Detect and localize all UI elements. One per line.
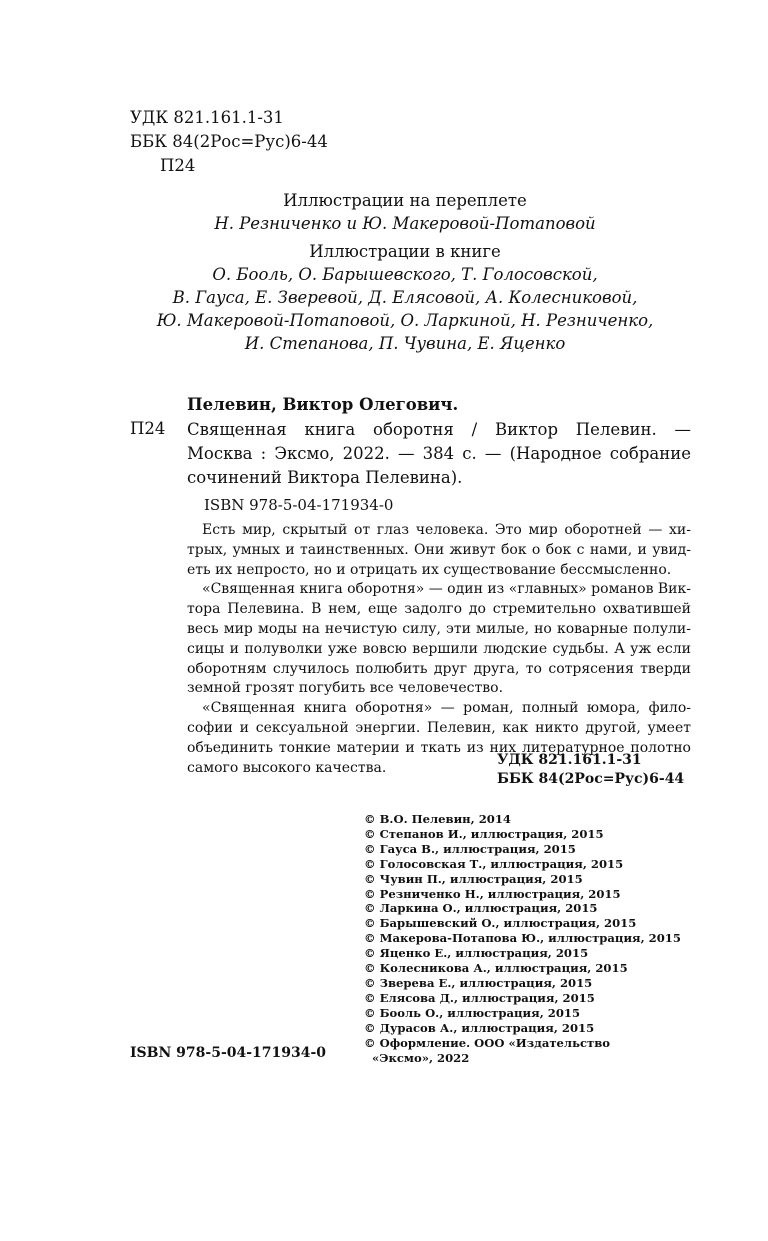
copyright-line: © Бооль О., иллюстрация, 2015 xyxy=(364,1005,581,1020)
annotation-line: «Священная книга оборотня» — один из «главных» романов Вик- xyxy=(202,581,691,598)
catalog-author-mark: П24 xyxy=(130,419,166,438)
copyright-line: © Барышевский О., иллюстрация, 2015 xyxy=(364,916,637,931)
catalog-author-heading: Пелевин, Виктор Олегович. xyxy=(187,395,459,414)
classification-codes xyxy=(130,106,328,178)
copyright-line: © Макерова-Потапова Ю., иллюстрация, 2015 xyxy=(364,931,681,946)
copyright-line: «Эксмо», 2022 xyxy=(372,1050,470,1065)
bbk-code-bold: ББК 84(2Рос=Рус)6-44 xyxy=(497,771,685,787)
catalog-description-line: сочинений Виктора Пелевина). xyxy=(187,468,463,487)
annotation-line: весь мир моды на нечистую силу, эти милые, но коварные полули- xyxy=(187,620,691,637)
copyright-line: © Елясова Д., иллюстрация, 2015 xyxy=(364,990,595,1005)
copyright-line: © Голосовская Т., иллюстрация, 2015 xyxy=(364,856,624,871)
copyright-list xyxy=(364,812,681,1065)
book-illustrations-block xyxy=(0,240,768,355)
annotation-line: земной грозят погубить все человечество. xyxy=(187,680,504,697)
author-mark: П24 xyxy=(160,156,196,175)
udk-code: УДК 821.161.1-31 xyxy=(130,108,284,127)
annotation-line: софии и сексуальной энергии. Пелевин, как никто другой, умеет xyxy=(187,719,691,736)
udk-code-bold: УДК 821.161.1-31 xyxy=(497,752,642,768)
copyright-line: © Дурасов А., иллюстрация, 2015 xyxy=(364,1020,595,1035)
catalog-description xyxy=(187,418,691,490)
copyright-line: © Колесникова А., иллюстрация, 2015 xyxy=(364,961,628,976)
catalog-description-line: Москва : Эксмо, 2022. — 384 с. — (Народное собрание xyxy=(187,444,691,463)
copyright-line: © Зверева Е., иллюстрация, 2015 xyxy=(364,975,593,990)
classification-codes-bold xyxy=(497,751,684,789)
annotation-line: трых, умных и таинственных. Они живут бок о бок с нами, и увид- xyxy=(187,541,691,558)
copyright-line: © Ларкина О., иллюстрация, 2015 xyxy=(364,901,598,916)
annotation-line: оборотням случилось полюбить друг друга, то сотрясения тверди xyxy=(187,660,691,677)
cover-illustrations-block xyxy=(0,189,768,235)
annotation-line: еть их непросто, но и отрицать их существование бессмысленно. xyxy=(187,561,672,578)
annotation-line: объединить тонкие материи и ткать из них литературное полотно xyxy=(187,739,691,756)
copyright-line: © Степанов И., иллюстрация, 2015 xyxy=(364,826,604,841)
annotation-line: «Священная книга оборотня» — роман, полный юмора, фило- xyxy=(202,700,691,717)
annotation-line: сицы и полуволки уже вовсю вершили людские судьбы. А уж если xyxy=(187,640,691,657)
bbk-code: ББК 84(2Рос=Рус)6-44 xyxy=(130,132,328,151)
book-illustrations-line: О. Бооль, О. Барышевского, Т. Голосовской, xyxy=(212,265,598,284)
catalog-description-line: Священная книга оборотня / Виктор Пелевин. — xyxy=(187,420,691,439)
copyright-line: © Резниченко Н., иллюстрация, 2015 xyxy=(364,886,621,901)
book-illustrations-line: И. Степанова, П. Чувина, Е. Яценко xyxy=(244,334,566,353)
book-illustrations-line: Ю. Макеровой-Потаповой, О. Ларкиной, Н. Резниченко, xyxy=(156,311,654,330)
book-illustrations-line: В. Гауса, Е. Зверевой, Д. Елясовой, А. Колесниковой, xyxy=(172,288,638,307)
cover-illustrations-heading: Иллюстрации на переплете xyxy=(283,191,527,210)
annotation xyxy=(187,521,691,778)
copyright-line: © В.О. Пелевин, 2014 xyxy=(364,812,511,826)
annotation-line: тора Пелевина. В нем, еще задолго до стремительно охватившей xyxy=(187,601,691,618)
copyright-line: © Яценко Е., иллюстрация, 2015 xyxy=(364,946,589,961)
isbn-bold: ISBN 978-5-04-171934-0 xyxy=(130,1045,327,1061)
annotation-line: Есть мир, скрытый от глаз человека. Это мир оборотней — хи- xyxy=(202,522,691,538)
cover-illustrations-artists: Н. Резниченко и Ю. Макеровой-Потаповой xyxy=(214,214,596,233)
catalog-isbn: ISBN 978-5-04-171934-0 xyxy=(204,496,394,514)
copyright-line: © Гауса В., иллюстрация, 2015 xyxy=(364,841,576,856)
annotation-line: самого высокого качества. xyxy=(187,759,387,776)
copyright-line: © Оформление. ООО «Издательство xyxy=(364,1035,610,1050)
copyright-line: © Чувин П., иллюстрация, 2015 xyxy=(364,871,583,886)
book-illustrations-heading: Иллюстрации в книге xyxy=(309,242,501,261)
